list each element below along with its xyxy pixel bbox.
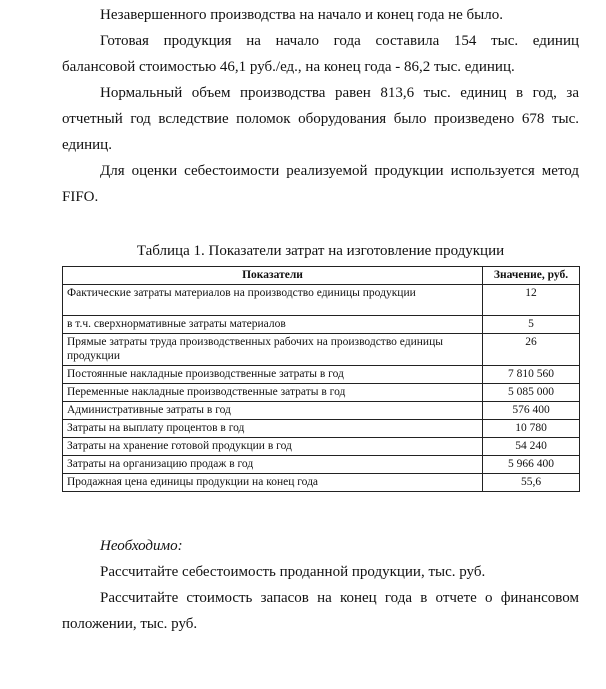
paragraph-line: Нормальный объем производства равен 813,6 тыс. единиц в год, за [100, 85, 579, 101]
task-text: Рассчитайте себестоимость проданной продукции, тыс. руб. [100, 564, 486, 580]
table-row [63, 474, 580, 492]
cost-table [62, 266, 580, 492]
tasks-heading [62, 533, 579, 559]
paragraph-normal-volume [62, 80, 579, 158]
paragraph-finished-goods [62, 28, 579, 80]
table-caption: Таблица 1. Показатели затрат на изготовление продукции [136, 243, 505, 259]
task-closing-inventory [62, 585, 579, 637]
tasks-heading-text: Необходимо: [100, 538, 183, 554]
row-value: 12 [483, 285, 580, 316]
table-row [63, 456, 580, 474]
table-row [63, 402, 580, 420]
table-row [63, 420, 580, 438]
paragraph-wip-text: Незавершенного производства на начало и конец года не было. [100, 7, 503, 23]
paragraph-fifo [62, 158, 579, 210]
row-label: Переменные накладные производственные затраты в год [63, 384, 483, 402]
task-cost-of-sales [62, 559, 579, 585]
table-row [63, 285, 580, 316]
row-value: 54 240 [483, 438, 580, 456]
paragraph-line: балансовой стоимостью 46,1 руб./ед., на конец года - 86,2 тыс. единиц. [62, 59, 515, 75]
row-label: Постоянные накладные производственные затраты в год [63, 366, 483, 384]
row-value: 55,6 [483, 474, 580, 492]
paragraph-line: Рассчитайте стоимость запасов на конец года в отчете о финансовом [100, 590, 579, 606]
row-value: 7 810 560 [483, 366, 580, 384]
row-label: в т.ч. сверхнормативные затраты материалов [63, 316, 483, 334]
row-value: 10 780 [483, 420, 580, 438]
paragraph-line: FIFO. [62, 189, 99, 205]
paragraph-line: единиц. [62, 137, 112, 153]
row-value: 5 085 000 [483, 384, 580, 402]
row-label: Затраты на хранение готовой продукции в год [63, 438, 483, 456]
paragraph-line: Для оценки себестоимости реализуемой продукции используется метод [100, 163, 579, 179]
paragraph-line: положении, тыс. руб. [62, 616, 198, 632]
row-value: 5 [483, 316, 580, 334]
table-row [63, 438, 580, 456]
column-header-indicator: Показатели [63, 267, 483, 285]
table-row [63, 334, 580, 366]
row-value: 26 [483, 334, 580, 366]
row-label: Фактические затраты материалов на производство единицы продукции [63, 285, 483, 316]
table-header-row [63, 267, 580, 285]
table-row [63, 384, 580, 402]
row-label: Затраты на организацию продаж в год [63, 456, 483, 474]
paragraph-line: отчетный год вследствие поломок оборудования было произведено 678 тыс. [62, 111, 579, 127]
row-value: 5 966 400 [483, 456, 580, 474]
table-row [63, 316, 580, 334]
table-row [63, 366, 580, 384]
row-label: Затраты на выплату процентов в год [63, 420, 483, 438]
row-label: Административные затраты в год [63, 402, 483, 420]
column-header-value: Значение, руб. [483, 267, 580, 285]
paragraph-wip [62, 2, 579, 28]
row-label: Прямые затраты труда производственных рабочих на производство единицы продукции [63, 334, 483, 366]
row-label: Продажная цена единицы продукции на конец года [63, 474, 483, 492]
paragraph-line: Готовая продукция на начало года составила 154 тыс. единиц [100, 33, 579, 49]
row-value: 576 400 [483, 402, 580, 420]
